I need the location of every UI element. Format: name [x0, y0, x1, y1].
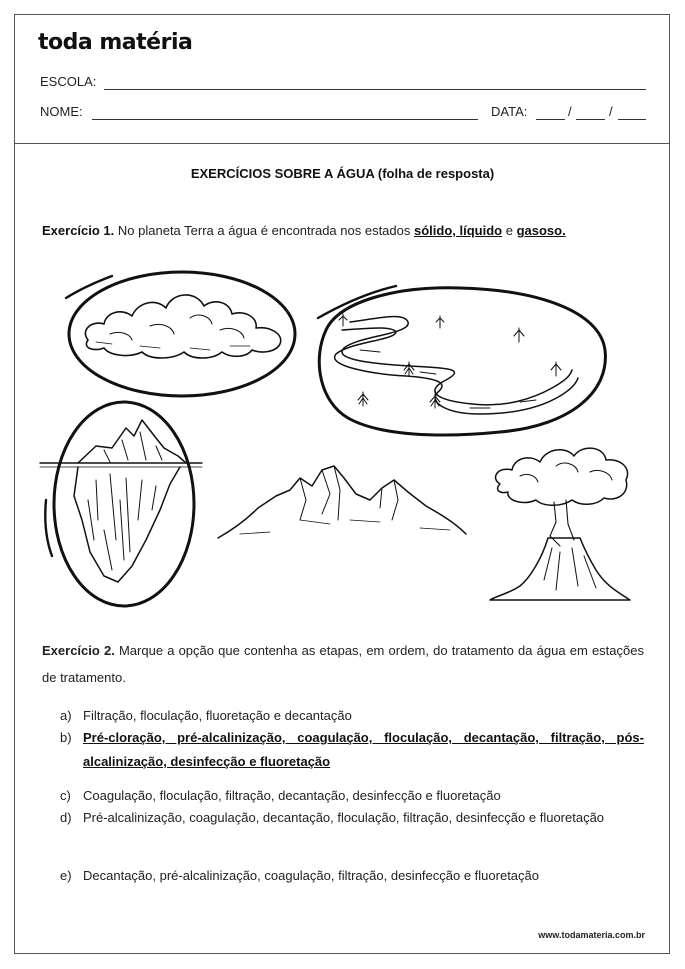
option-letter: c): [60, 788, 71, 803]
option-letter: b): [60, 730, 72, 745]
option-letter: a): [60, 708, 72, 723]
exercise-2-text: Marque a opção que contenha as etapas, em ordem, do tratamento da água em estações de tratamento.: [42, 643, 644, 685]
exercise-1-answer-solid-liquid: sólido, líquido: [414, 223, 503, 238]
option-text: Filtração, floculação, fluoretação e decantação: [83, 708, 352, 723]
page-title: EXERCÍCIOS SOBRE A ÁGUA (folha de resposta): [190, 166, 495, 181]
exercise-2-label: Exercício 2.: [42, 643, 115, 658]
exercise-1-label: Exercício 1.: [42, 223, 115, 238]
river-illustration[interactable]: [335, 314, 578, 414]
option-a[interactable]: [60, 704, 644, 728]
footer-url: www.todamateria.com.br: [538, 930, 645, 940]
mountains-illustration[interactable]: [218, 466, 466, 538]
exercise-1-conjunction: e: [505, 223, 513, 238]
volcano-illustration[interactable]: [490, 448, 630, 600]
cloud-illustration[interactable]: [85, 295, 280, 358]
exercise-2: [42, 637, 644, 691]
cloud-circle-mark: [66, 272, 295, 396]
option-text: Pré-cloração, pré-alcalinização, coagulação, floculação, decantação, filtração, pós-alcalinização, desinfecção e fluoretação: [83, 730, 644, 769]
option-letter: e): [60, 868, 72, 883]
option-c[interactable]: [60, 784, 644, 808]
exercise-1-answer-gas: gasoso.: [516, 223, 566, 238]
date-separator: /: [568, 104, 572, 119]
option-e[interactable]: [60, 864, 644, 888]
option-text: Decantação, pré-alcalinização, coagulação, filtração, desinfecção e fluoretação: [83, 868, 539, 883]
date-separator: /: [609, 104, 613, 119]
iceberg-circle-mark: [45, 402, 194, 606]
school-label: ESCOLA:: [40, 74, 97, 89]
option-letter: d): [60, 810, 72, 825]
name-label: NOME:: [40, 104, 83, 119]
date-label: DATA:: [491, 104, 528, 119]
brand-logo: toda matéria: [38, 30, 193, 55]
exercise-1-text: No planeta Terra a água é encontrada nos estados: [117, 223, 411, 238]
option-text: Coagulação, floculação, filtração, decantação, desinfecção e fluoretação: [83, 788, 501, 803]
option-text: Pré-alcalinização, coagulação, decantação, floculação, filtração, desinfecção e fluoretação: [83, 810, 605, 825]
option-d[interactable]: [60, 806, 644, 830]
option-b-correct[interactable]: [60, 726, 644, 774]
